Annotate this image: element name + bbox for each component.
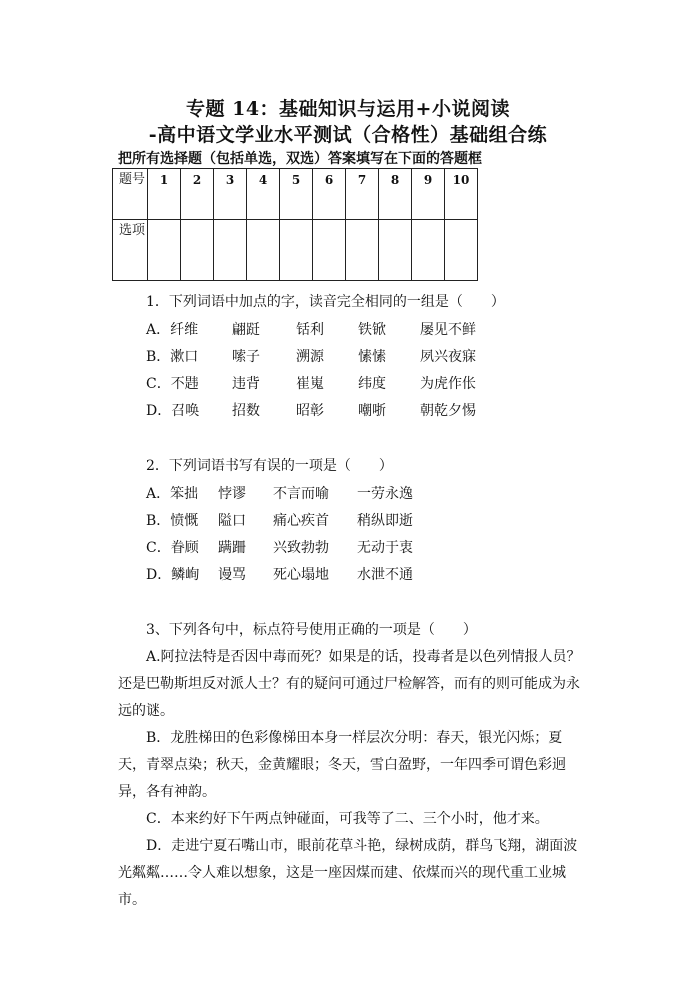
option-word: 无动于衷 [357,540,413,556]
question-number-cell: 2 [181,169,214,220]
option-label: 选项 [113,220,148,281]
answer-cell[interactable] [313,220,346,281]
option-label: C．眷顾 [146,540,199,556]
answer-cell[interactable] [247,220,280,281]
answer-cell[interactable] [181,220,214,281]
option-word: 愫愫 [358,349,386,365]
answer-cell[interactable] [148,220,181,281]
answer-cell[interactable] [445,220,478,281]
answer-table [112,168,478,281]
option-word: 悖谬 [218,486,246,502]
question-number-cell: 6 [313,169,346,220]
option-label: D．召唤 [146,403,200,419]
question-3-option-b: B．龙胜梯田的色彩像梯田本身一样层次分明：春天，银光闪烁；夏天，青翠点染；秋天，金黄耀眼；冬天，雪白盈野，一年四季可谓色彩迥异，各有神韵。 [118,730,566,800]
option-word: 水泄不通 [357,567,413,583]
question-number-label: 题号 [113,169,148,220]
question-1-stem: 1．下列词语中加点的字，读音完全相同的一组是（ ） [146,294,505,310]
option-word: 隘口 [218,513,246,529]
option-word: 溯源 [296,349,324,365]
option-word: 屡见不鲜 [420,322,476,338]
option-word: 崔嵬 [296,376,324,392]
option-word: 死心塌地 [273,567,329,583]
question-3-option-d: D．走进宁夏石嘴山市，眼前花草斗艳，绿树成荫，群鸟飞翔，湖面波光粼粼……令人难以想象，这是一座因煤而建、依煤而兴的现代重工业城市。 [118,838,578,908]
option-word: 嘲哳 [358,403,386,419]
option-word: 痛心疾首 [273,513,329,529]
option-word: 嗦子 [232,349,260,365]
question-number-cell: 1 [148,169,181,220]
option-word: 蹒跚 [218,540,246,556]
option-label: A．笨拙 [146,486,199,502]
option-label: B．愤慨 [146,513,199,529]
question-number-cell: 9 [412,169,445,220]
answer-cell[interactable] [412,220,445,281]
question-3-option-a: A.阿拉法特是否因中毒而死？如果是的话，投毒者是以色列情报人员？还是巴勒斯坦反对派人士？有的疑问可通过尸检解答，而有的则可能成为永远的谜。 [118,649,581,719]
option-word: 夙兴夜寐 [420,349,476,365]
option-word: 兴致勃勃 [273,540,329,556]
question-number-cell: 10 [445,169,478,220]
answer-cell[interactable] [280,220,313,281]
option-label: D．鳞峋 [146,567,200,583]
option-word: 不言而喻 [273,486,329,502]
option-word: 一劳永逸 [357,486,413,502]
question-3-option-c: C．本来约好下午两点钟碰面，可我等了二、三个小时，他才来。 [146,811,549,827]
option-word: 铦利 [296,322,324,338]
question-number-cell: 7 [346,169,379,220]
option-word: 昭彰 [296,403,324,419]
document-title: 专题 14：基础知识与运用+小说阅读 [186,98,510,120]
answer-instruction: 把所有选择题（包括单选，双选）答案填写在下面的答题框 [118,151,482,167]
option-word: 招数 [232,403,260,419]
option-word: 稍纵即逝 [357,513,413,529]
answer-table-number-row [113,169,478,220]
option-label: C．不韪 [146,376,199,392]
document-subtitle: -高中语文学业水平测试（合格性）基础组合练 [148,124,548,146]
question-number-cell: 4 [247,169,280,220]
option-word: 为虎作伥 [420,376,476,392]
question-3-stem: 3、下列各句中，标点符号使用正确的一项是（ ） [146,622,477,638]
question-2-stem: 2．下列词语书写有误的一项是（ ） [146,458,393,474]
answer-table-option-row [113,220,478,281]
option-word: 铁锨 [358,322,386,338]
answer-cell[interactable] [214,220,247,281]
option-label: B．漱口 [146,349,199,365]
question-number-cell: 3 [214,169,247,220]
question-number-cell: 8 [379,169,412,220]
answer-cell[interactable] [346,220,379,281]
option-word: 纬度 [358,376,386,392]
option-word: 违背 [232,376,260,392]
option-word: 朝乾夕惕 [420,403,476,419]
option-label: A．纤维 [146,322,199,338]
answer-cell[interactable] [379,220,412,281]
option-word: 翩跹 [232,322,260,338]
question-number-cell: 5 [280,169,313,220]
option-word: 谩骂 [218,567,246,583]
